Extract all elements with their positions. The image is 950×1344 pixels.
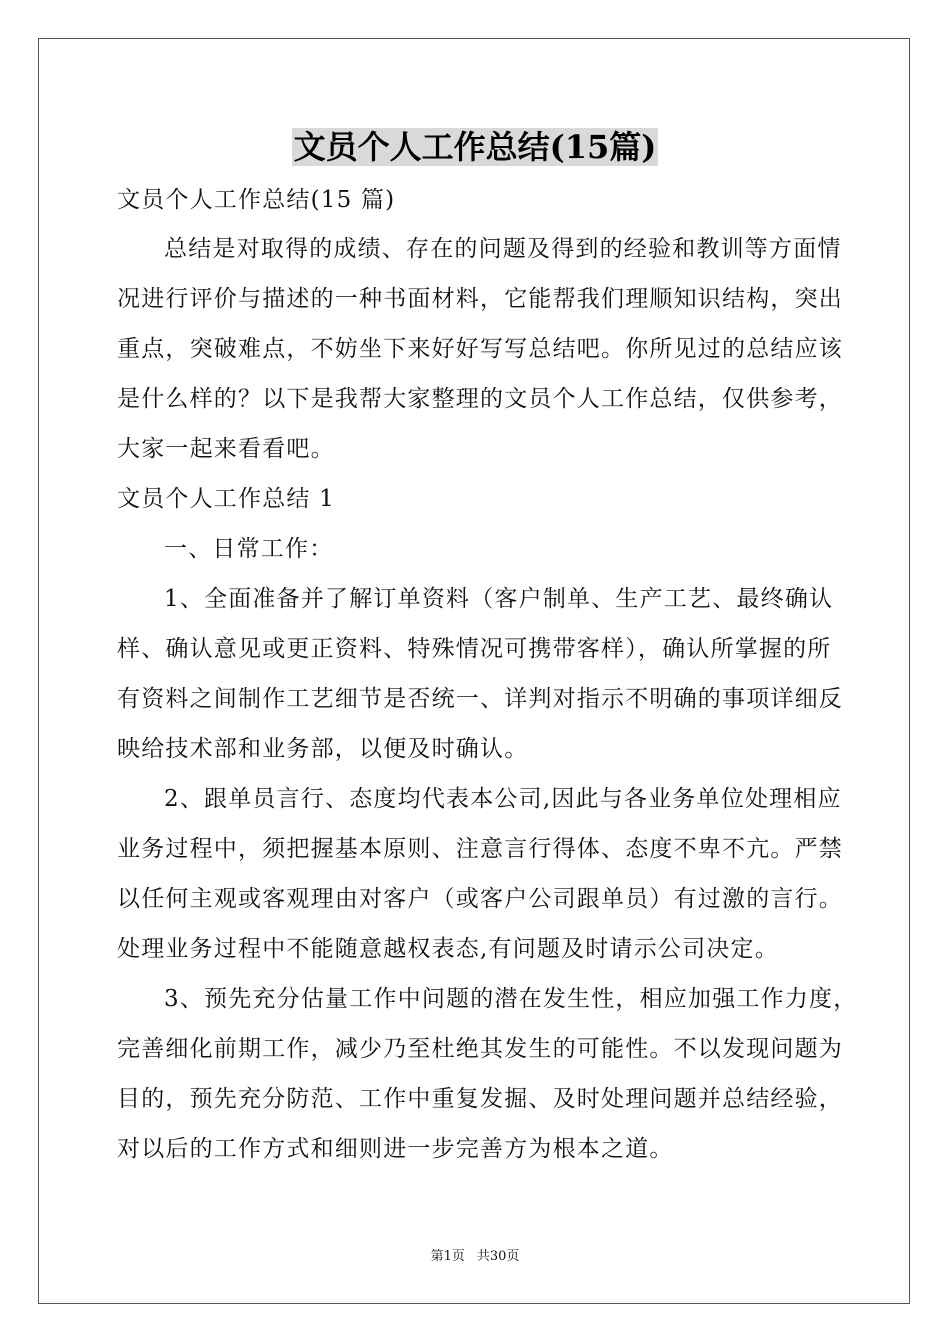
item-line: 映给技术部和业务部，以便及时确认。: [117, 736, 529, 762]
item-line: 3、预先充分估量工作中问题的潜在发生性，相应加强工作力度，: [164, 986, 858, 1012]
item-line: 对以后的工作方式和细则进一步完善方为根本之道。: [117, 1136, 674, 1162]
intro-line: 是什么样的？以下是我帮大家整理的文员个人工作总结，仅供参考，: [117, 386, 843, 412]
intro-line: 总结是对取得的成绩、存在的问题及得到的经验和教训等方面情: [164, 236, 842, 262]
intro-line: 大家一起来看看吧。: [117, 436, 335, 462]
intro-line: 况进行评价与描述的一种书面材料，它能帮我们理顺知识结构，突出: [117, 286, 843, 312]
item-line: 完善细化前期工作，减少乃至杜绝其发生的可能性。不以发现问题为: [117, 1036, 843, 1062]
item-line: 以任何主观或客观理由对客户（或客户公司跟单员）有过激的言行。: [117, 886, 843, 912]
page-number: 第1页: [430, 1249, 465, 1264]
subheading: 一、日常工作：: [164, 536, 334, 562]
item-line: 样、确认意见或更正资料、特殊情况可携带客样），确认所掌握的所: [117, 636, 832, 662]
item-line: 业务过程中，须把握基本原则、注意言行得体、态度不卑不亢。严禁: [117, 836, 843, 862]
document-title: 文员个人工作总结(15篇): [293, 128, 657, 166]
item-line: 2、跟单员言行、态度均代表本公司,因此与各业务单位处理相应: [164, 786, 842, 812]
section-heading: 文员个人工作总结 1: [117, 486, 335, 512]
intro-line: 重点，突破难点，不妨坐下来好好写写总结吧。你所见过的总结应该: [117, 336, 843, 362]
item-line: 处理业务过程中不能随意越权表态,有问题及时请示公司决定。: [117, 936, 779, 962]
subtitle: 文员个人工作总结(15 篇): [117, 187, 396, 213]
page-total: 共30页: [476, 1249, 520, 1264]
item-line: 有资料之间制作工艺细节是否统一、详判对指示不明确的事项详细反: [117, 686, 843, 712]
item-line: 1、全面准备并了解订单资料（客户制单、生产工艺、最终确认: [164, 586, 834, 612]
page-footer: [0, 1245, 950, 1264]
item-line: 目的，预先充分防范、工作中重复发掘、及时处理问题并总结经验，: [117, 1086, 843, 1112]
